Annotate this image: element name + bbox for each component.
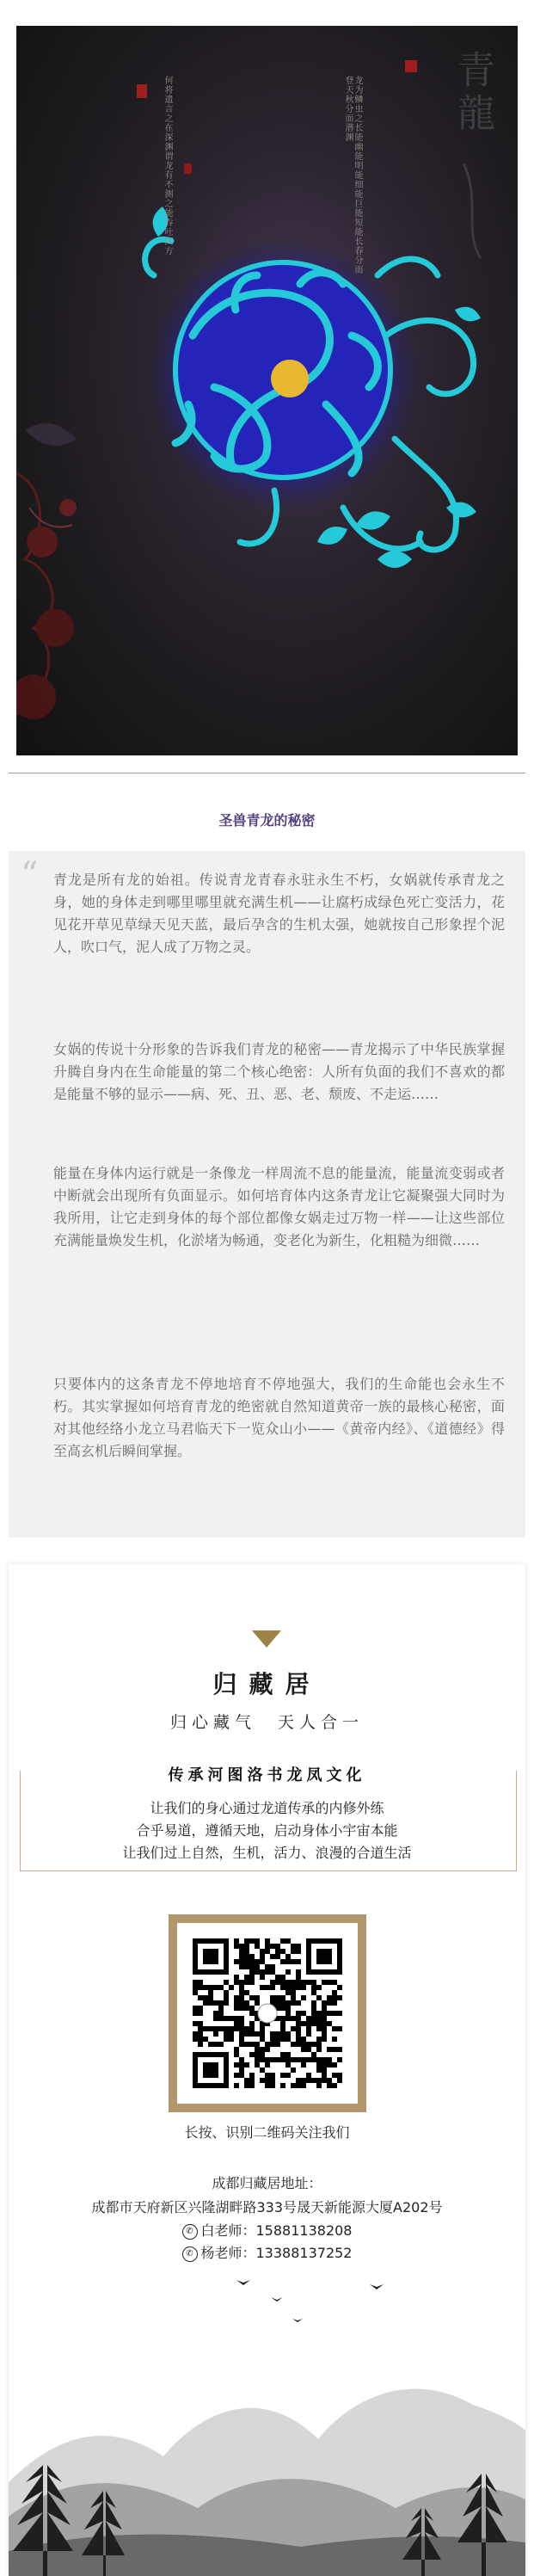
phone-icon: ✆ [182, 2246, 198, 2262]
teacher-contact-1[interactable] [0, 2220, 534, 2240]
triangle-down-icon [252, 1630, 281, 1648]
brand-slogan: 归心藏气 天人合一 [169, 1713, 364, 1732]
address: 成都市天府新区兴隆湖畔路333号晟天新能源大厦A202号 [91, 2199, 443, 2215]
ink-landscape [9, 2259, 525, 2576]
phone-icon: ✆ [182, 2224, 198, 2240]
qr-caption: 长按、识别二维码关注我们 [184, 2124, 350, 2141]
address-label: 成都归藏居地址： [212, 2175, 322, 2191]
birds [236, 2280, 384, 2322]
article-heading: 圣兽青龙的秘密 [218, 812, 316, 829]
teacher-contact-2-text: 杨老师：13388137252 [200, 2245, 353, 2261]
poster-title: 青龍 [451, 50, 494, 136]
banner-line-2: 合乎易道，遵循天地，启动身体小宇宙本能 [136, 1822, 398, 1839]
qr-code-image [177, 1923, 358, 2104]
article-paragraph-4: 只要体内的这条青龙不停地培育不停地强大，我们的生命能也会永生不朽。其实掌握如何培育青龙的绝密就自然知道黄帝一族的最核心秘密，面对其他经络小龙立马君临天下一览众山小——《黄帝内经》、《道德经》得至高玄机后瞬间掌握。 [53, 1376, 505, 1459]
article-paragraph-2: 女娲的传说十分形象的告诉我们青龙的秘密——青龙揭示了中华民族掌握升腾自身内在生命能量的第二个核心绝密：人所有负面的我们不喜欢的都是能量不够的显示——病、死、丑、恶、老、颓废、不走运…… [53, 1041, 505, 1102]
floral-decor-left [16, 423, 77, 719]
poster-verse-right: 龙为鳞虫之长能幽能明能细能巨能短能长春分而登天秋分而潜渊 [343, 76, 362, 274]
article-paragraph-3: 能量在身体内运行就是一条像龙一样周流不息的能量流，能量流变弱或者中断就会出现所有负面显示。如何培育体内这条青龙让它凝聚强大同时为我所用，让它走到身体的每个部位都像女娲走过万物一样——让这些部位充满能量焕发生机，化淤堵为畅通，变老化为新生，化粗糙为细微…… [53, 1165, 505, 1248]
teacher-contact-1-text: 白老师：15881138208 [200, 2222, 353, 2239]
banner-line-1: 让我们的身心通过龙道传承的内修外练 [150, 1800, 384, 1816]
seal-stamps [137, 60, 417, 174]
brand-name: 归藏居 [212, 1670, 322, 1698]
poster-verse-left: 何将遗言之在深渊谓龙有不测之能吞吐四方 [163, 76, 172, 256]
quote-icon: “ [21, 855, 39, 895]
banner-title-text: 传承河图洛书龙凤文化 [157, 1766, 378, 1784]
article-paragraph-1: 青龙是所有龙的始祖。传说青龙青春永驻永生不朽，女娲就传承青龙之身，她的身体走到哪里哪里就充满生机——让腐朽成绿色死亡变活力，花见花开草见草绿天见天蓝，最后孕含的生机太强，她就按自己形象捏个泥人，吹口气，泥人成了万物之灵。 [53, 872, 505, 955]
qr-code[interactable] [169, 1914, 366, 2112]
ink-landscape-art [9, 2259, 525, 2576]
banner-title [0, 1763, 534, 1785]
banner-line-3: 让我们过上自然，生机，活力、浪漫的合道生活 [122, 1845, 412, 1861]
dragon-poster [16, 26, 518, 755]
